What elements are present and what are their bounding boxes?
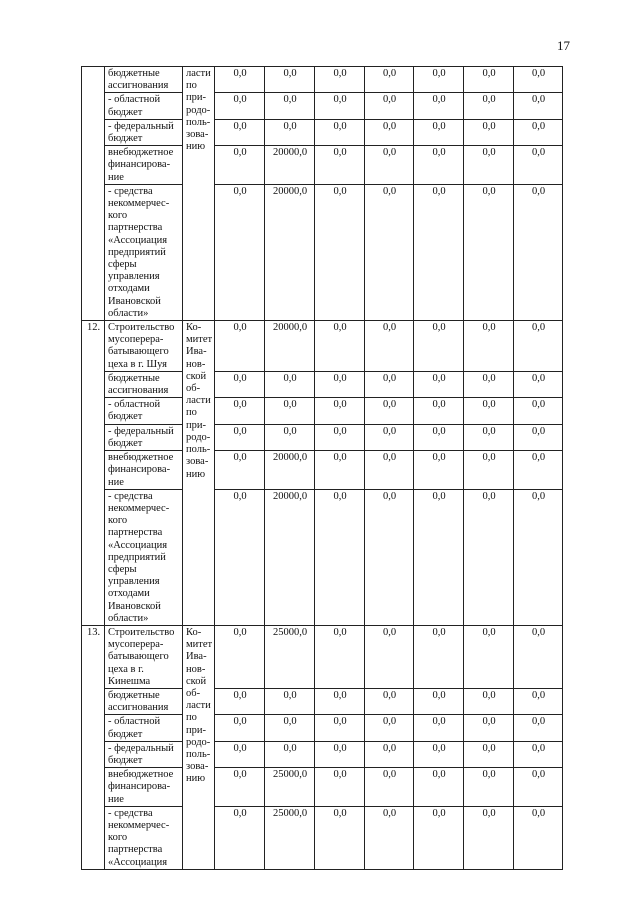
funding-source: бюджетные ассигнования <box>105 67 183 93</box>
value-cell: 0,0 <box>315 768 365 807</box>
funding-source: - средства некоммерчес-кого партнерства «Ассоциация <box>105 806 183 869</box>
value-cell: 0,0 <box>464 625 514 688</box>
value-cell: 0,0 <box>514 146 563 185</box>
funding-source: - средства некоммерчес-кого партнерства «Ассоциация предприятий сферы управления отходами Ивановской области» <box>105 489 183 625</box>
value-cell: 0,0 <box>315 371 365 397</box>
value-cell: 0,0 <box>464 398 514 424</box>
funding-source: - средства некоммерчес-кого партнерства «Ассоциация предприятий сферы управления отходами Ивановской области» <box>105 184 183 320</box>
value-cell: 0,0 <box>315 321 365 372</box>
table-row <box>82 424 563 450</box>
value-cell: 0,0 <box>265 715 315 741</box>
value-cell: 0,0 <box>464 489 514 625</box>
value-cell: 0,0 <box>215 371 265 397</box>
value-cell: 0,0 <box>365 93 414 119</box>
value-cell: 0,0 <box>514 489 563 625</box>
value-cell: 0,0 <box>365 806 414 869</box>
table-row <box>82 398 563 424</box>
value-cell: 0,0 <box>315 715 365 741</box>
value-cell: 0,0 <box>464 119 514 145</box>
value-cell: 0,0 <box>414 93 464 119</box>
value-cell: 20000,0 <box>265 451 315 490</box>
value-cell: 0,0 <box>215 184 265 320</box>
value-cell: 0,0 <box>365 715 414 741</box>
value-cell: 0,0 <box>414 715 464 741</box>
value-cell: 0,0 <box>365 67 414 93</box>
value-cell: 0,0 <box>514 688 563 714</box>
value-cell: 0,0 <box>414 371 464 397</box>
table-row <box>82 625 563 688</box>
value-cell: 0,0 <box>365 146 414 185</box>
value-cell: 0,0 <box>315 146 365 185</box>
value-cell: 0,0 <box>265 688 315 714</box>
value-cell: 0,0 <box>215 625 265 688</box>
table-row <box>82 371 563 397</box>
value-cell: 0,0 <box>265 424 315 450</box>
value-cell: 0,0 <box>464 146 514 185</box>
value-cell: 0,0 <box>514 424 563 450</box>
value-cell: 0,0 <box>365 741 414 767</box>
value-cell: 0,0 <box>365 451 414 490</box>
value-cell: 0,0 <box>464 451 514 490</box>
value-cell: 0,0 <box>315 806 365 869</box>
value-cell: 0,0 <box>265 119 315 145</box>
responsible-executor: Ко-митет Ива-нов-ской об-ласти по при-родо-поль-зова-нию <box>183 625 215 869</box>
funding-source: внебюджетное финансирова-ние <box>105 451 183 490</box>
value-cell: 0,0 <box>215 424 265 450</box>
value-cell: 0,0 <box>215 768 265 807</box>
value-cell: 0,0 <box>464 67 514 93</box>
value-cell: 0,0 <box>315 741 365 767</box>
table-row <box>82 715 563 741</box>
table-row <box>82 184 563 320</box>
value-cell: 0,0 <box>365 424 414 450</box>
value-cell: 0,0 <box>265 741 315 767</box>
value-cell: 0,0 <box>464 184 514 320</box>
value-cell: 0,0 <box>514 625 563 688</box>
value-cell: 0,0 <box>414 119 464 145</box>
value-cell: 0,0 <box>414 146 464 185</box>
value-cell: 0,0 <box>315 67 365 93</box>
value-cell: 0,0 <box>215 806 265 869</box>
funding-source: - областной бюджет <box>105 398 183 424</box>
value-cell: 25000,0 <box>265 806 315 869</box>
value-cell: 0,0 <box>414 768 464 807</box>
measure-name: Строительство мусоперера-батывающего цеха в г. Шуя <box>105 321 183 372</box>
value-cell: 0,0 <box>315 184 365 320</box>
value-cell: 0,0 <box>464 715 514 741</box>
value-cell: 0,0 <box>414 424 464 450</box>
funding-source: внебюджетное финансирова-ние <box>105 146 183 185</box>
table-row <box>82 321 563 372</box>
value-cell: 0,0 <box>265 398 315 424</box>
value-cell: 0,0 <box>464 688 514 714</box>
page-number: 17 <box>557 38 570 53</box>
value-cell: 0,0 <box>265 371 315 397</box>
funding-source: бюджетные ассигнования <box>105 688 183 714</box>
funding-source: внебюджетное финансирова-ние <box>105 768 183 807</box>
table-row <box>82 119 563 145</box>
value-cell: 0,0 <box>514 741 563 767</box>
value-cell: 0,0 <box>215 688 265 714</box>
measure-name: Строительство мусоперера-батывающего цеха в г. Кинешма <box>105 625 183 688</box>
value-cell: 0,0 <box>514 67 563 93</box>
value-cell: 0,0 <box>365 371 414 397</box>
responsible-executor: ласти по при-родо-поль-зова-нию <box>183 67 215 321</box>
table-row <box>82 688 563 714</box>
value-cell: 0,0 <box>215 398 265 424</box>
value-cell: 0,0 <box>265 67 315 93</box>
value-cell: 0,0 <box>215 93 265 119</box>
value-cell: 0,0 <box>365 119 414 145</box>
value-cell: 0,0 <box>514 768 563 807</box>
value-cell: 25000,0 <box>265 625 315 688</box>
value-cell: 0,0 <box>315 119 365 145</box>
funding-source: бюджетные ассигнования <box>105 371 183 397</box>
value-cell: 0,0 <box>464 371 514 397</box>
value-cell: 0,0 <box>315 625 365 688</box>
value-cell: 0,0 <box>414 321 464 372</box>
value-cell: 0,0 <box>464 741 514 767</box>
value-cell: 20000,0 <box>265 489 315 625</box>
value-cell: 0,0 <box>265 93 315 119</box>
value-cell: 0,0 <box>414 625 464 688</box>
value-cell: 0,0 <box>414 806 464 869</box>
value-cell: 0,0 <box>365 489 414 625</box>
value-cell: 0,0 <box>315 93 365 119</box>
value-cell: 0,0 <box>315 424 365 450</box>
responsible-executor: Ко-митет Ива-нов-ской об-ласти по при-родо-поль-зова-нию <box>183 321 215 626</box>
value-cell: 0,0 <box>514 806 563 869</box>
table-row <box>82 146 563 185</box>
item-number: 13. <box>82 625 105 869</box>
value-cell: 20000,0 <box>265 146 315 185</box>
table-row <box>82 768 563 807</box>
value-cell: 0,0 <box>365 398 414 424</box>
value-cell: 0,0 <box>464 321 514 372</box>
value-cell: 0,0 <box>315 451 365 490</box>
value-cell: 0,0 <box>514 715 563 741</box>
table-row <box>82 741 563 767</box>
value-cell: 0,0 <box>514 398 563 424</box>
value-cell: 0,0 <box>365 184 414 320</box>
value-cell: 0,0 <box>315 489 365 625</box>
value-cell: 0,0 <box>414 67 464 93</box>
value-cell: 0,0 <box>414 489 464 625</box>
value-cell: 20000,0 <box>265 321 315 372</box>
item-number: 12. <box>82 321 105 626</box>
funding-source: - областной бюджет <box>105 715 183 741</box>
funding-source: - областной бюджет <box>105 93 183 119</box>
value-cell: 0,0 <box>414 398 464 424</box>
item-number <box>82 67 105 321</box>
funding-source: - федеральный бюджет <box>105 741 183 767</box>
value-cell: 0,0 <box>215 146 265 185</box>
value-cell: 0,0 <box>514 119 563 145</box>
value-cell: 0,0 <box>365 625 414 688</box>
value-cell: 0,0 <box>514 371 563 397</box>
value-cell: 20000,0 <box>265 184 315 320</box>
value-cell: 0,0 <box>414 741 464 767</box>
value-cell: 0,0 <box>414 451 464 490</box>
table-row <box>82 93 563 119</box>
value-cell: 0,0 <box>315 398 365 424</box>
table-row <box>82 489 563 625</box>
value-cell: 0,0 <box>215 321 265 372</box>
value-cell: 0,0 <box>365 321 414 372</box>
value-cell: 0,0 <box>215 741 265 767</box>
value-cell: 0,0 <box>215 67 265 93</box>
value-cell: 0,0 <box>514 184 563 320</box>
value-cell: 0,0 <box>215 451 265 490</box>
value-cell: 25000,0 <box>265 768 315 807</box>
table-row <box>82 451 563 490</box>
value-cell: 0,0 <box>514 93 563 119</box>
value-cell: 0,0 <box>464 424 514 450</box>
value-cell: 0,0 <box>464 93 514 119</box>
funding-source: - федеральный бюджет <box>105 424 183 450</box>
value-cell: 0,0 <box>215 489 265 625</box>
value-cell: 0,0 <box>414 688 464 714</box>
table-row <box>82 67 563 93</box>
value-cell: 0,0 <box>215 715 265 741</box>
value-cell: 0,0 <box>315 688 365 714</box>
funding-source: - федеральный бюджет <box>105 119 183 145</box>
value-cell: 0,0 <box>464 768 514 807</box>
value-cell: 0,0 <box>464 806 514 869</box>
table-row <box>82 806 563 869</box>
value-cell: 0,0 <box>215 119 265 145</box>
value-cell: 0,0 <box>514 451 563 490</box>
budget-table <box>81 66 563 870</box>
value-cell: 0,0 <box>414 184 464 320</box>
value-cell: 0,0 <box>514 321 563 372</box>
value-cell: 0,0 <box>365 688 414 714</box>
value-cell: 0,0 <box>365 768 414 807</box>
